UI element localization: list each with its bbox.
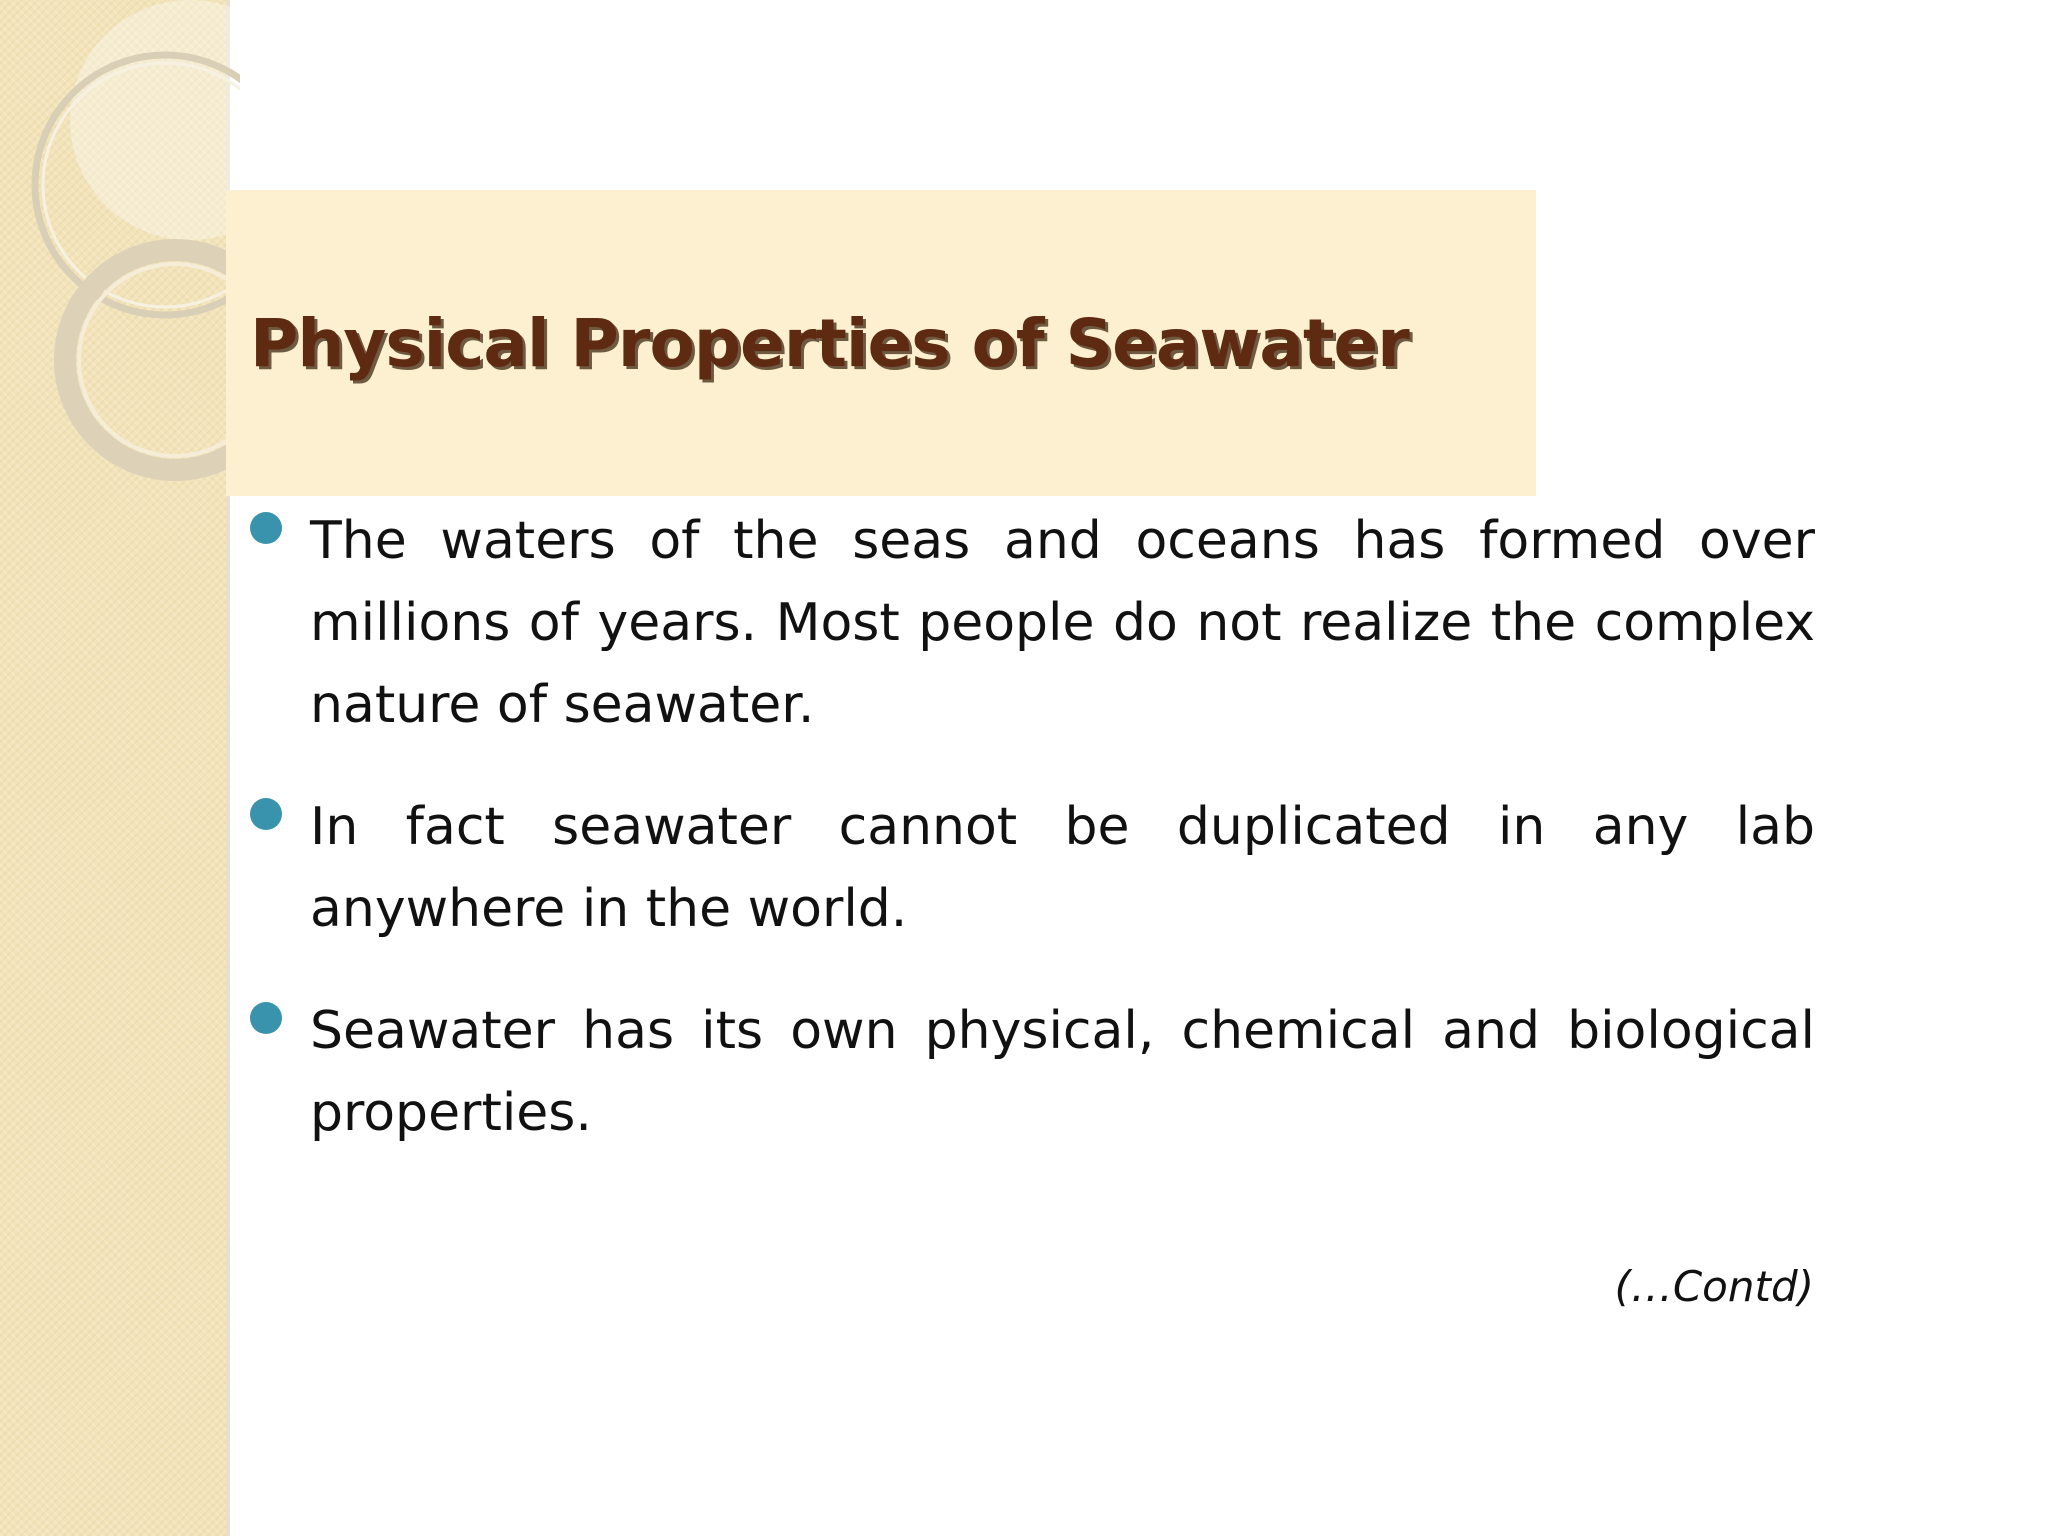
bullet-dot-icon <box>250 1002 282 1034</box>
bullet-dot-icon <box>250 512 282 544</box>
bullet-text: Seawater has its own physical, chemical and biological properties. <box>310 1001 1815 1143</box>
bullet-item <box>250 500 1815 746</box>
slide-title: Physical Properties of Seawater <box>250 305 1409 382</box>
continuation-note: (…Contd) <box>1614 1262 1814 1311</box>
bullet-list <box>250 500 1815 1194</box>
bullet-dot-icon <box>250 798 282 830</box>
decorative-rings <box>0 0 240 520</box>
bullet-item <box>250 990 1815 1154</box>
bullet-text: The waters of the seas and oceans has formed over millions of years. Most people do not realize the complex nature of seawater. <box>310 511 1815 735</box>
bullet-text: In fact seawater cannot be duplicated in any lab anywhere in the world. <box>310 797 1815 939</box>
bullet-item <box>250 786 1815 950</box>
